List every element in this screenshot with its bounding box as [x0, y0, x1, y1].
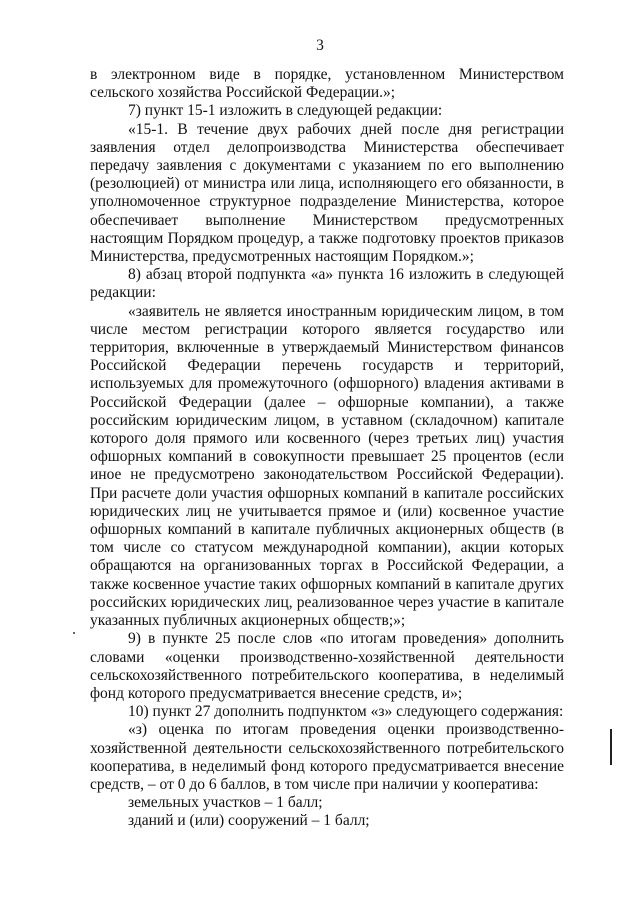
- paragraph-item-8: 8) абзац второй подпункта «а» пункта 16 изложить в следующей редакции:: [90, 266, 564, 302]
- paragraph-quote-subitem-z: «з) оценка по итогам проведения оценки производственно-хозяйственной деятельности сельскохозяйственного потребительского кооператива, в неделимый фонд которого предусматривается внесение средств, – от 0 до 6 баллов, в том числе при наличии у кооператива:: [90, 721, 564, 793]
- margin-tick: [73, 632, 75, 634]
- page-number: 3: [316, 37, 324, 54]
- paragraph-quote-applicant: «заявитель не является иностранным юридическим лицом, в том числе местом регистрации которого является государство или территория, включенные в утверждаемый Министерством финансов Российской Федерации перечень государств и территорий, используемых для промежуточного (офшорного) владения активами в Российской Федерации (далее – офшорные компании), а также российским юридическим лицом, в уставном (складочном) капитале которого доля прямого или косвенного (через третьих лиц) участия офшорных компаний в совокупности превышает 25 процентов (если иное не предусмотрено законодательством Российской Федерации). При расчете доли участия офшорных компаний в капитале российских юридических лиц не учитывается прямое и (или) косвенное участие офшорных компаний в капитале публичных акционерных обществ (в том числе со статусом международной компании), акции которых обращаются на организованных торгах в Российской Федерации, а также косвенное участие таких офшорных компаний в капитале других российских юридических лиц, реализованное через участие в капитале указанных публичных акционерных обществ;»;: [90, 302, 564, 630]
- paragraph-quote-15-1: «15-1. В течение двух рабочих дней после дня регистрации заявления отдел делопроизводства Министерства обеспечивает передачу заявления с документами с указанием по его выполнению (резолюцией) от министра или лица, исполняющего его обязанности, в уполномоченное структурное подразделение Министерства, которое обеспечивает выполнение Министерством предусмотренных настоящим Порядком процедур, а также подготовку проектов приказов Министерства, предусмотренных настоящим Порядком.»;: [90, 120, 564, 266]
- paragraph-item-7: 7) пункт 15-1 изложить в следующей редакции:: [128, 102, 443, 120]
- paragraph-buildings: зданий и (или) сооружений – 1 балл;: [128, 812, 370, 830]
- margin-mark: [610, 729, 612, 765]
- paragraph-continuation: в электронном виде в порядке, установленном Министерством сельского хозяйства Российской Федерации.»;: [90, 66, 564, 102]
- paragraph-item-9: 9) в пункте 25 после слов «по итогам проведения» дополнить словами «оценки производственно-хозяйственной деятельности сельскохозяйственного потребительского кооператива, в неделимый фонд которого предусматривается внесение средств, и»;: [90, 630, 564, 702]
- document-body: [90, 66, 564, 831]
- paragraph-land-plots: земельных участков – 1 балл;: [128, 794, 323, 812]
- paragraph-item-10: 10) пункт 27 дополнить подпунктом «з» следующего содержания:: [128, 703, 564, 721]
